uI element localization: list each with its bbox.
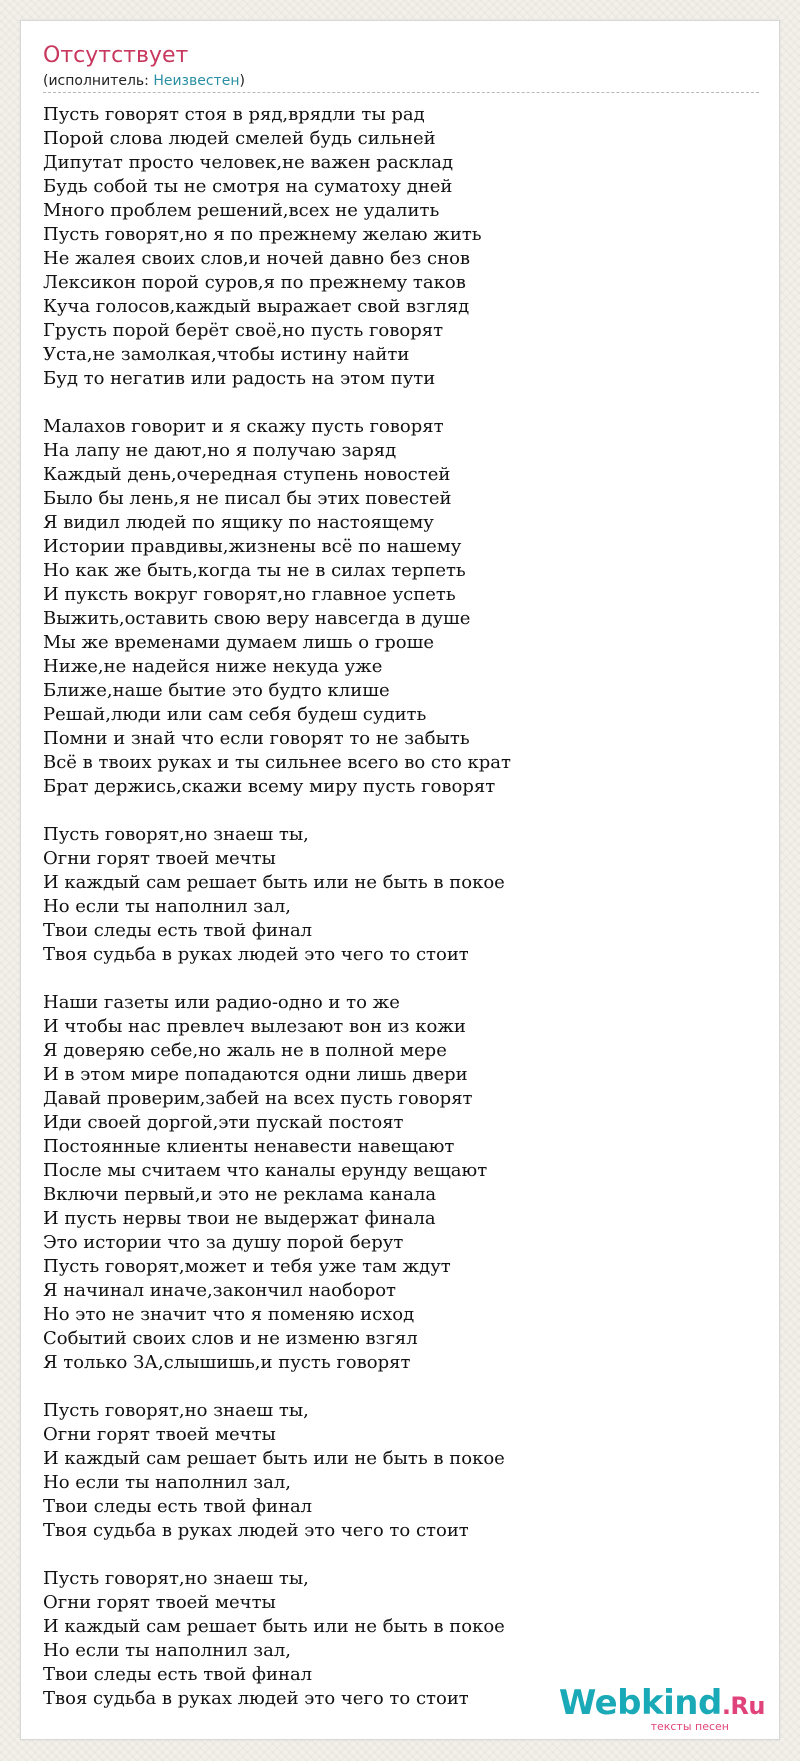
lyric-line: Выжить,оставить свою веру навсегда в душе [43,608,471,629]
lyric-line: Твои следы есть твой финал [43,1496,313,1517]
lyric-line: Но как же быть,когда ты не в силах терпеть [43,560,466,581]
lyric-line: Твои следы есть твой финал [43,1664,313,1685]
lyric-line: Это истории что за душу порой берут [43,1232,404,1253]
lyric-line: Но это не значит что я поменяю исход [43,1304,415,1325]
logo-tld: .Ru [721,1692,765,1720]
logo-word: Webkind [558,1683,722,1723]
lyric-line: Но если ты наполнил зал, [43,896,292,917]
lyric-line: Давай проверим,забей на всех пусть говорят [43,1088,473,1109]
lyric-line: После мы считаем что каналы ерунду вещают [43,1160,488,1181]
lyric-line: Брат держись,скажи всему миру пусть говорят [43,776,496,797]
lyric-line: Твоя судьба в руках людей это чего то стоит [43,1520,469,1541]
lyric-line: Пусть говорят,но знаеш ты, [43,1568,309,1589]
song-title: Отсутствует [43,43,189,68]
lyric-line: Решай,люди или сам себя будеш судить [43,704,427,725]
lyric-line: Событий своих слов и не изменю взгял [43,1328,418,1349]
lyric-line: Не жалея своих слов,и ночей давно без снов [43,248,471,269]
artist-suffix: ) [239,73,245,89]
lyric-line: Порой слова людей смелей будь сильней [43,128,436,149]
lyric-line: Я доверяю себе,но жаль не в полной мере [43,1040,447,1061]
lyric-line: Уста,не замолкая,чтобы истину найти [43,344,410,365]
artist-link[interactable]: Неизвестен [153,73,240,89]
lyric-line: Малахов говорит и я скажу пусть говорят [43,416,444,437]
song-header [43,41,759,93]
lyric-line: Ниже,не надейся ниже некуда уже [43,656,383,677]
lyric-line: И в этом мире попадаются одни лишь двери [43,1064,468,1085]
lyrics-stanza [43,103,759,391]
lyric-line: Огни горят твоей мечты [43,1592,276,1613]
lyric-line: Наши газеты или радио-одно и то же [43,992,400,1013]
lyric-line: Каждый день,очередная ступень новостей [43,464,451,485]
lyric-line: Твоя судьба в руках людей это чего то стоит [43,944,469,965]
lyric-line: И каждый сам решает быть или не быть в покое [43,1448,505,1469]
lyric-line: Пусть говорят,может и тебя уже там ждут [43,1256,451,1277]
lyric-line: И пуксть вокруг говорят,но главное успеть [43,584,456,605]
lyric-line: Помни и знай что если говорят то не забыть [43,728,470,749]
lyric-line: На лапу не дают,но я получаю заряд [43,440,397,461]
lyric-line: Я только ЗА,слышишь,и пусть говорят [43,1352,411,1373]
lyric-line: Пусть говорят стоя в ряд,врядли ты рад [43,104,425,125]
lyric-line: Но если ты наполнил зал, [43,1472,292,1493]
lyric-line: Я начинал иначе,закончил наоборот [43,1280,397,1301]
lyric-line: Но если ты наполнил зал, [43,1640,292,1661]
site-logo[interactable] [558,1683,765,1733]
lyric-line: Всё в твоих руках и ты сильнее всего во сто крат [43,752,511,773]
lyric-line: Истории правдивы,жизнены всё по нашему [43,536,462,557]
lyric-line: Мы же временами думаем лишь о гроше [43,632,435,653]
lyric-line: И каждый сам решает быть или не быть в покое [43,872,505,893]
lyric-line: Куча голосов,каждый выражает свой взгляд [43,296,470,317]
artist-prefix: (исполнитель: [43,73,154,89]
lyric-line: Лексикон порой суров,я по прежнему таков [43,272,466,293]
lyric-line: Иди своей доргой,эти пускай постоят [43,1112,404,1133]
lyrics-stanza [43,415,759,799]
artist-line [43,72,759,93]
lyric-line: Постоянные клиенты ненавести навещают [43,1136,455,1157]
lyric-line: Грусть порой берёт своё,но пусть говорят [43,320,444,341]
lyrics-card [20,20,780,1740]
lyric-line: Пусть говорят,но знаеш ты, [43,1400,309,1421]
lyric-line: Дипутат просто человек,не важен расклад [43,152,454,173]
lyric-line: Включи первый,и это не реклама канала [43,1184,437,1205]
lyrics-stanza [43,823,759,967]
lyric-line: Буд то негатив или радость на этом пути [43,368,436,389]
logo-tagline: тексты песен [650,1720,729,1733]
lyric-line: И каждый сам решает быть или не быть в покое [43,1616,505,1637]
lyric-line: Будь собой ты не смотря на суматоху дней [43,176,453,197]
lyric-line: Пусть говорят,но знаеш ты, [43,824,309,845]
lyric-line: Много проблем решений,всех не удалить [43,200,440,221]
lyric-line: Твои следы есть твой финал [43,920,313,941]
lyrics-stanza [43,991,759,1375]
lyric-line: Огни горят твоей мечты [43,1424,276,1445]
lyric-line: Было бы лень,я не писал бы этих повестей [43,488,452,509]
lyric-line: Ближе,наше бытие это будто клише [43,680,390,701]
lyric-line: Твоя судьба в руках людей это чего то стоит [43,1688,469,1709]
lyric-line: И чтобы нас превлеч вылезают вон из кожи [43,1016,466,1037]
lyric-line: Пусть говорят,но я по прежнему желаю жить [43,224,482,245]
lyric-line: Огни горят твоей мечты [43,848,276,869]
lyric-line: И пусть нервы твои не выдержат финала [43,1208,436,1229]
lyrics-stanza [43,1399,759,1543]
lyrics-text [43,103,759,1735]
lyric-line: Я видил людей по ящику по настоящему [43,512,434,533]
